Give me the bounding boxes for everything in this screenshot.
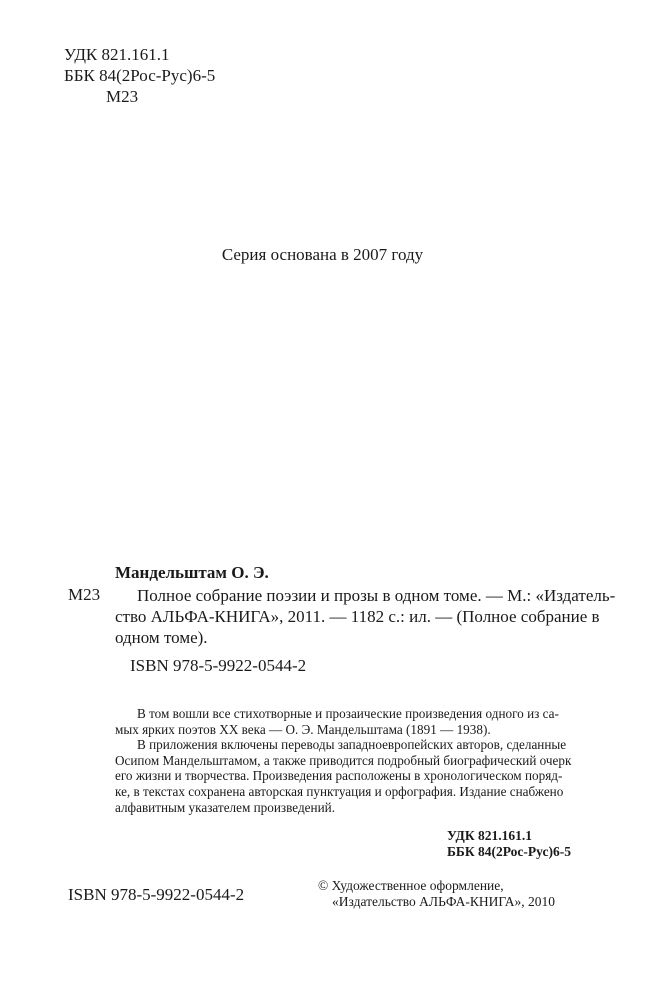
- copyright-notice: [318, 878, 555, 910]
- author-name: Мандельштам О. Э.: [115, 563, 269, 582]
- biblio-line: одном томе).: [115, 628, 208, 647]
- biblio-line: ство АЛЬФА-КНИГА», 2011. — 1182 с.: ил. — (Полное собрание в: [115, 607, 600, 626]
- classification-codes-top: [64, 44, 215, 107]
- annotation-line: Осипом Мандельштамом, а также приводится подробный биографический очерк: [115, 752, 572, 768]
- copyright-line-2: «Издательство АЛЬФА-КНИГА», 2010: [332, 894, 555, 909]
- bbk-code-bottom: ББК 84(2Рос-Рус)6-5: [447, 844, 571, 859]
- annotation-line: алфавитным указателем произведений.: [115, 799, 335, 815]
- annotation-line: мых ярких поэтов XX века — О. Э. Мандельштама (1891 — 1938).: [115, 721, 491, 737]
- author-mark: М23: [106, 87, 139, 106]
- author-mark-left: М23: [68, 585, 101, 604]
- series-note: Серия основана в 2007 году: [221, 245, 424, 264]
- annotation-line: В приложения включены переводы западноевропейских авторов, сделанные: [137, 737, 567, 753]
- bbk-code: ББК 84(2Рос-Рус)6-5: [64, 66, 216, 85]
- udk-code: УДК 821.161.1: [64, 45, 170, 64]
- isbn-record: ISBN 978-5-9922-0544-2: [130, 656, 307, 675]
- classification-codes-bottom: [447, 828, 571, 860]
- bibliographic-description: [115, 585, 616, 648]
- copyright-line-1: © Художественное оформление,: [318, 878, 504, 893]
- annotation: [115, 706, 590, 815]
- annotation-line: его жизни и творчества. Произведения расположены в хронологическом поряд-: [115, 768, 563, 784]
- isbn-footer: ISBN 978-5-9922-0544-2: [68, 885, 245, 904]
- annotation-line: ке, в текстах сохранена авторская пунктуация и орфография. Издание снабжено: [115, 783, 564, 799]
- biblio-line: Полное собрание поэзии и прозы в одном томе. — М.: «Издатель-: [137, 586, 616, 605]
- annotation-line: В том вошли все стихотворные и прозаические произведения одного из са-: [137, 706, 559, 721]
- udk-code-bottom: УДК 821.161.1: [447, 828, 532, 843]
